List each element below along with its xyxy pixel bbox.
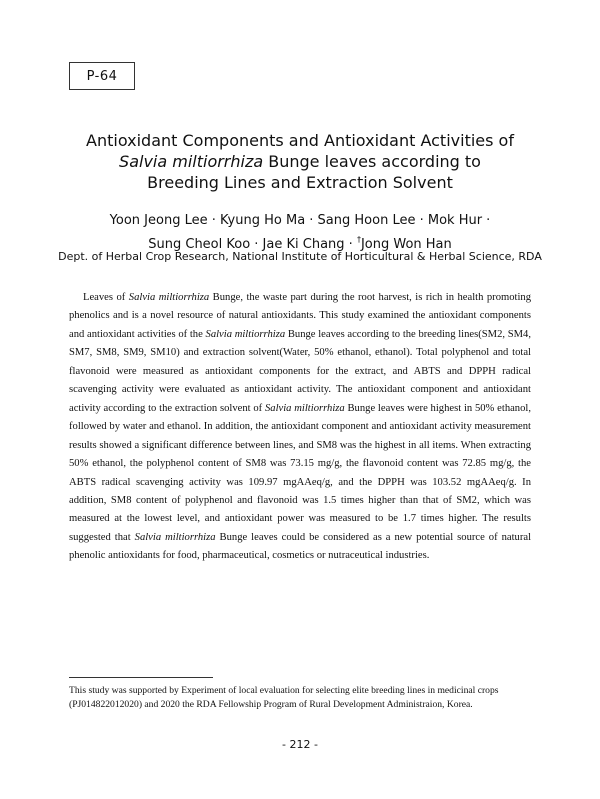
species-name: Salvia miltiorrhiza — [134, 531, 216, 543]
paper-title — [60, 130, 540, 193]
poster-code: P-64 — [86, 68, 118, 84]
title-line-2 — [60, 151, 540, 172]
corresponding-author: Jong Won Han — [360, 237, 452, 252]
abstract-text: Leaves of — [83, 292, 129, 303]
title-line-3: Breeding Lines and Extraction Solvent — [147, 173, 453, 192]
abstract-text: Bunge leaves could be considered as a new potential source of natural phenolic antioxidants for food, pharmaceutical, cosmetics or nutraceutical industries. — [69, 531, 532, 562]
title-line-2-rest: Bunge leaves according to — [263, 152, 481, 171]
author-line-1: Yoon Jeong Lee · Kyung Ho Ma · Sang Hoon Lee · Mok Hur · — [109, 213, 491, 228]
author-list — [60, 211, 540, 254]
corresponding-author-mark: † — [356, 235, 361, 244]
page-number: - 212 - — [282, 738, 318, 751]
affiliation: Dept. of Herbal Crop Research, National Institute of Horticultural & Herbal Science, RDA — [58, 250, 542, 263]
species-name: Salvia miltiorrhiza — [128, 292, 210, 303]
abstract-text: Bunge, the waste part during the root harvest, is rich in health promoting phenolics and is a novel resource of natural antioxidants. This study examined the antioxidant components and antioxidant activities of the — [69, 292, 532, 340]
poster-code-box — [69, 62, 135, 90]
author-line-2-pre: Sung Cheol Koo · Jae Ki Chang · — [148, 237, 357, 252]
species-name: Salvia miltiorrhiza — [205, 328, 286, 340]
footnote-divider — [69, 677, 213, 678]
abstract-text: Bunge leaves according to the breeding lines(SM2, SM4, SM7, SM8, SM9, SM10) and extraction solvent(Water, 50% ethanol, ethanol). Total polyphenol and total flavonoid were measured as antioxidant components for the extract, and ABTS and DPPH radical scavenging activity were evaluated as antioxidant activity. The antioxidant component and antioxidant activity according to the extraction solvent of — [69, 328, 531, 414]
title-line-1: Antioxidant Components and Antioxidant Activities of — [86, 131, 514, 150]
abstract-body — [69, 289, 531, 566]
abstract-text: Bunge leaves were highest in 50% ethanol, followed by water and ethanol. In addition, the antioxidant component and antioxidant activity measurement results showed a significant difference between lines, and SM8 was the highest in all items. When extracting 50% ethanol, the polyphenol content of SM8 was 73.15 mg/g, the flavonoid content was 72.85 mg/g, the ABTS radical scavenging activity was 109.97 mgAAeq/g, and the DPPH was 103.52 mgAAeq/g. In addition, SM8 content of polyphenol and flavonoid was 1.5 times higher than that of SM2, which was measured at the lowest level, and antioxidant power was measured to be 1.7 times higher. The results suggested that — [69, 402, 531, 543]
funding-footnote: This study was supported by Experiment of local evaluation for selecting elite breeding lines in medicinal crops (PJ014822012020) and 2020 the RDA Fellowship Program of Rural Development Administraion, Korea. — [69, 685, 499, 710]
title-species-name: Salvia miltiorrhiza — [119, 152, 264, 171]
species-name: Salvia miltiorrhiza — [265, 402, 345, 414]
